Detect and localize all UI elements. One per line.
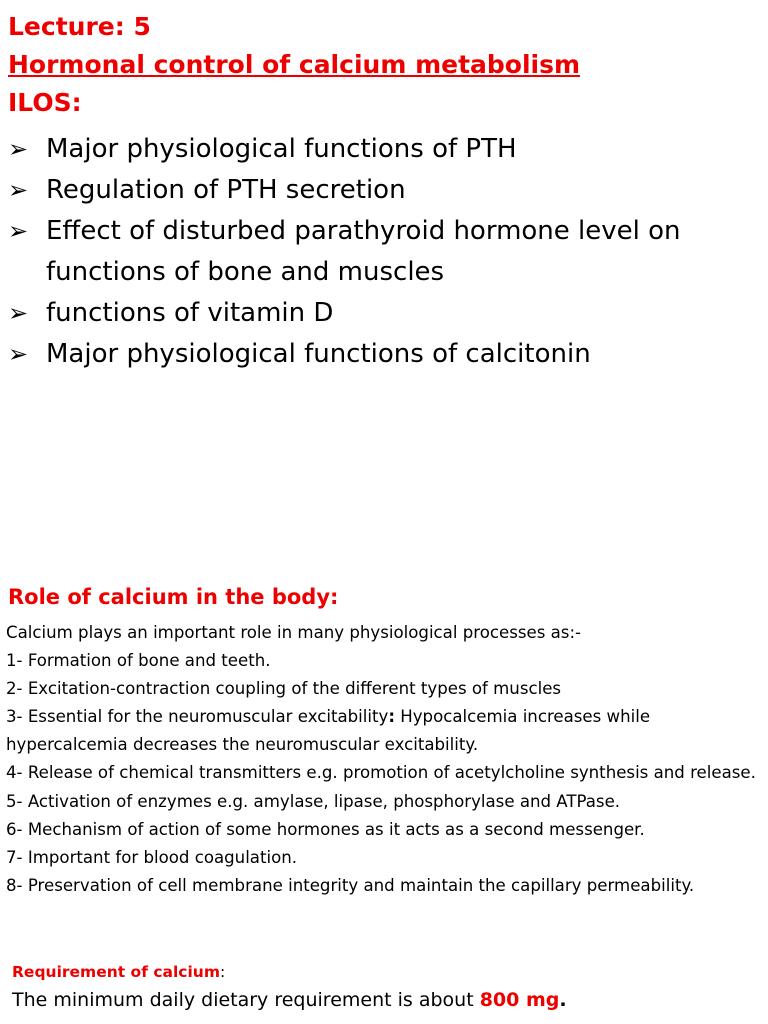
- lecture-number: Lecture: 5: [8, 12, 151, 41]
- ilos-item-text: Major physiological functions of PTH: [46, 134, 517, 164]
- role-item: 2- Excitation-contraction coupling of the different types of muscles: [6, 679, 562, 699]
- ilos-item-text: functions of vitamin D: [46, 298, 334, 328]
- ilos-item: [8, 334, 748, 375]
- ilos-item-text: Major physiological functions of calcitonin: [46, 339, 591, 369]
- role-item: [6, 703, 756, 759]
- role-item-detail: Hypocalcemia increases while hypercalcemia decreases the neuromuscular excitability.: [6, 707, 651, 755]
- ilos-list: [8, 129, 748, 375]
- ilos-item: [8, 293, 748, 334]
- arrow-bullet-icon: ➢: [8, 217, 29, 245]
- title-block: [8, 8, 580, 122]
- role-item: 6- Mechanism of action of some hormones as it acts as a second messenger.: [6, 819, 645, 839]
- ilos-item: [8, 129, 748, 170]
- role-item: 1- Formation of bone and teeth.: [6, 651, 271, 671]
- role-item: 7- Important for blood coagulation.: [6, 847, 298, 867]
- role-intro: Calcium plays an important role in many physiological processes as:-: [6, 623, 582, 642]
- role-item: 4- Release of chemical transmitters e.g. promotion of acetylcholine synthesis and release.: [6, 763, 756, 783]
- requirement-heading: [12, 960, 225, 984]
- arrow-bullet-icon: ➢: [8, 135, 29, 163]
- ilos-item: [8, 170, 748, 211]
- requirement-colon: :: [220, 963, 226, 981]
- requirement-line: [12, 986, 567, 1014]
- requirement-period: .: [559, 989, 567, 1011]
- section-heading: Role of calcium in the body:: [8, 585, 339, 609]
- ilos-label: ILOS:: [8, 88, 82, 117]
- ilos-item: [8, 211, 748, 293]
- role-body: [6, 619, 756, 900]
- role-item-text: 3- Essential for the neuromuscular excitability: [6, 707, 389, 727]
- arrow-bullet-icon: ➢: [8, 340, 29, 368]
- requirement-amount: 800 mg: [479, 989, 560, 1011]
- ilos-item-text: Regulation of PTH secretion: [46, 175, 406, 205]
- role-item: 8- Preservation of cell membrane integrity and maintain the capillary permeability.: [6, 875, 695, 895]
- role-item-colon: :: [388, 707, 395, 727]
- page-title: Hormonal control of calcium metabolism: [8, 50, 581, 79]
- ilos-item-text: Effect of disturbed parathyroid hormone level on functions of bone and muscles: [46, 216, 681, 287]
- requirement-label: Requirement of calcium: [12, 963, 220, 981]
- arrow-bullet-icon: ➢: [8, 176, 29, 204]
- requirement-text: The minimum daily dietary requirement is about: [12, 989, 480, 1011]
- arrow-bullet-icon: ➢: [8, 299, 29, 327]
- role-item: 5- Activation of enzymes e.g. amylase, lipase, phosphorylase and ATPase.: [6, 791, 621, 811]
